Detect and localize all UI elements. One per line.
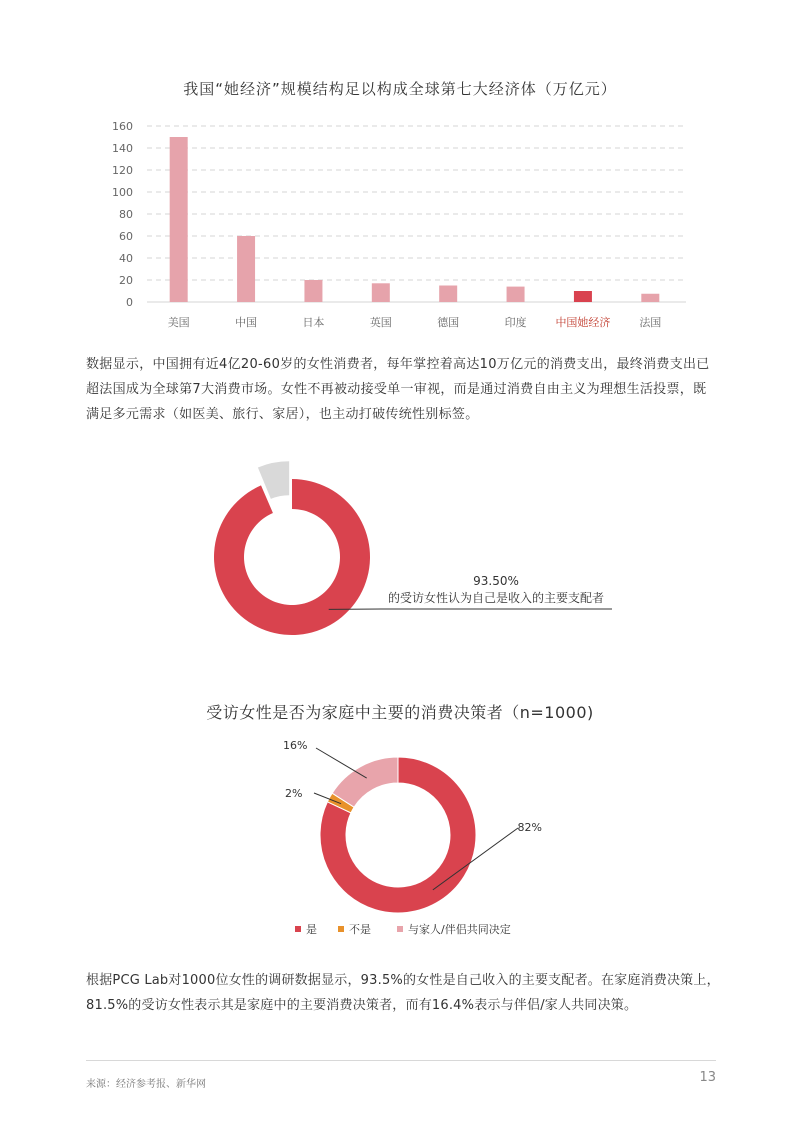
x-tick-label: 法国 xyxy=(639,316,662,329)
legend-swatch xyxy=(397,926,403,932)
y-tick-label: 140 xyxy=(112,142,133,155)
page-number: 13 xyxy=(699,1070,716,1085)
y-tick-label: 60 xyxy=(119,230,133,243)
slice-leader xyxy=(316,748,367,778)
y-tick-label: 0 xyxy=(126,296,133,309)
y-tick-label: 120 xyxy=(112,164,133,177)
x-tick-label: 中国 xyxy=(235,316,258,329)
footer-divider xyxy=(86,1060,716,1061)
y-tick-label: 20 xyxy=(119,274,133,287)
y-tick-label: 160 xyxy=(112,120,133,133)
body-paragraph-1: 数据显示，中国拥有近4亿20-60岁的女性消费者，每年掌控着高达10万亿元的消费支出，最终消费支出已超法国成为全球第7大消费市场。女性不再被动接受单一审视，而是通过消费自由主义为理想生活投票，既满足多元需求（如医美、旅行、家居），也主动打破传统性别标签。 xyxy=(86,357,710,422)
x-tick-label: 英国 xyxy=(369,316,392,329)
x-tick-label: 德国 xyxy=(437,316,460,329)
x-tick-label: 中国她经济 xyxy=(555,316,611,329)
legend-label: 与家人/伴侣共同决定 xyxy=(408,923,511,936)
legend-label: 不是 xyxy=(349,923,371,936)
y-tick-label: 40 xyxy=(119,252,133,265)
legend-swatch xyxy=(295,926,301,932)
bar-chart-title: 我国“她经济”规模结构足以构成全球第七大经济体（万亿元） xyxy=(183,80,617,98)
legend-label: 是 xyxy=(306,923,317,936)
annotation-value: 93.50% xyxy=(473,574,519,588)
y-tick-label: 80 xyxy=(119,208,133,221)
body-paragraph-2: 根据PCG Lab对1000位女性的调研数据显示，93.5%的女性是自己收入的主要支配者。在家庭消费决策上，81.5%的受访女性表示其是家庭中的主要消费决策者，而有16.4%表示与伴侣/家人共同决策。 xyxy=(86,973,720,1013)
slice-label: 2% xyxy=(285,787,303,800)
slice-label: 82% xyxy=(517,821,542,834)
x-tick-label: 日本 xyxy=(302,316,325,329)
pie-slice xyxy=(332,757,398,807)
legend-swatch xyxy=(338,926,344,932)
annotation-label: 的受访女性认为自己是收入的主要支配者 xyxy=(387,591,605,605)
y-tick-label: 100 xyxy=(112,186,133,199)
x-tick-label: 印度 xyxy=(504,316,527,329)
footer-source: 来源：经济参考报、新华网 xyxy=(86,1079,206,1090)
x-tick-label: 美国 xyxy=(167,316,190,329)
slice-label: 16% xyxy=(283,739,308,752)
donut-chart-title: 受访女性是否为家庭中主要的消费决策者（n=1000) xyxy=(206,703,594,722)
